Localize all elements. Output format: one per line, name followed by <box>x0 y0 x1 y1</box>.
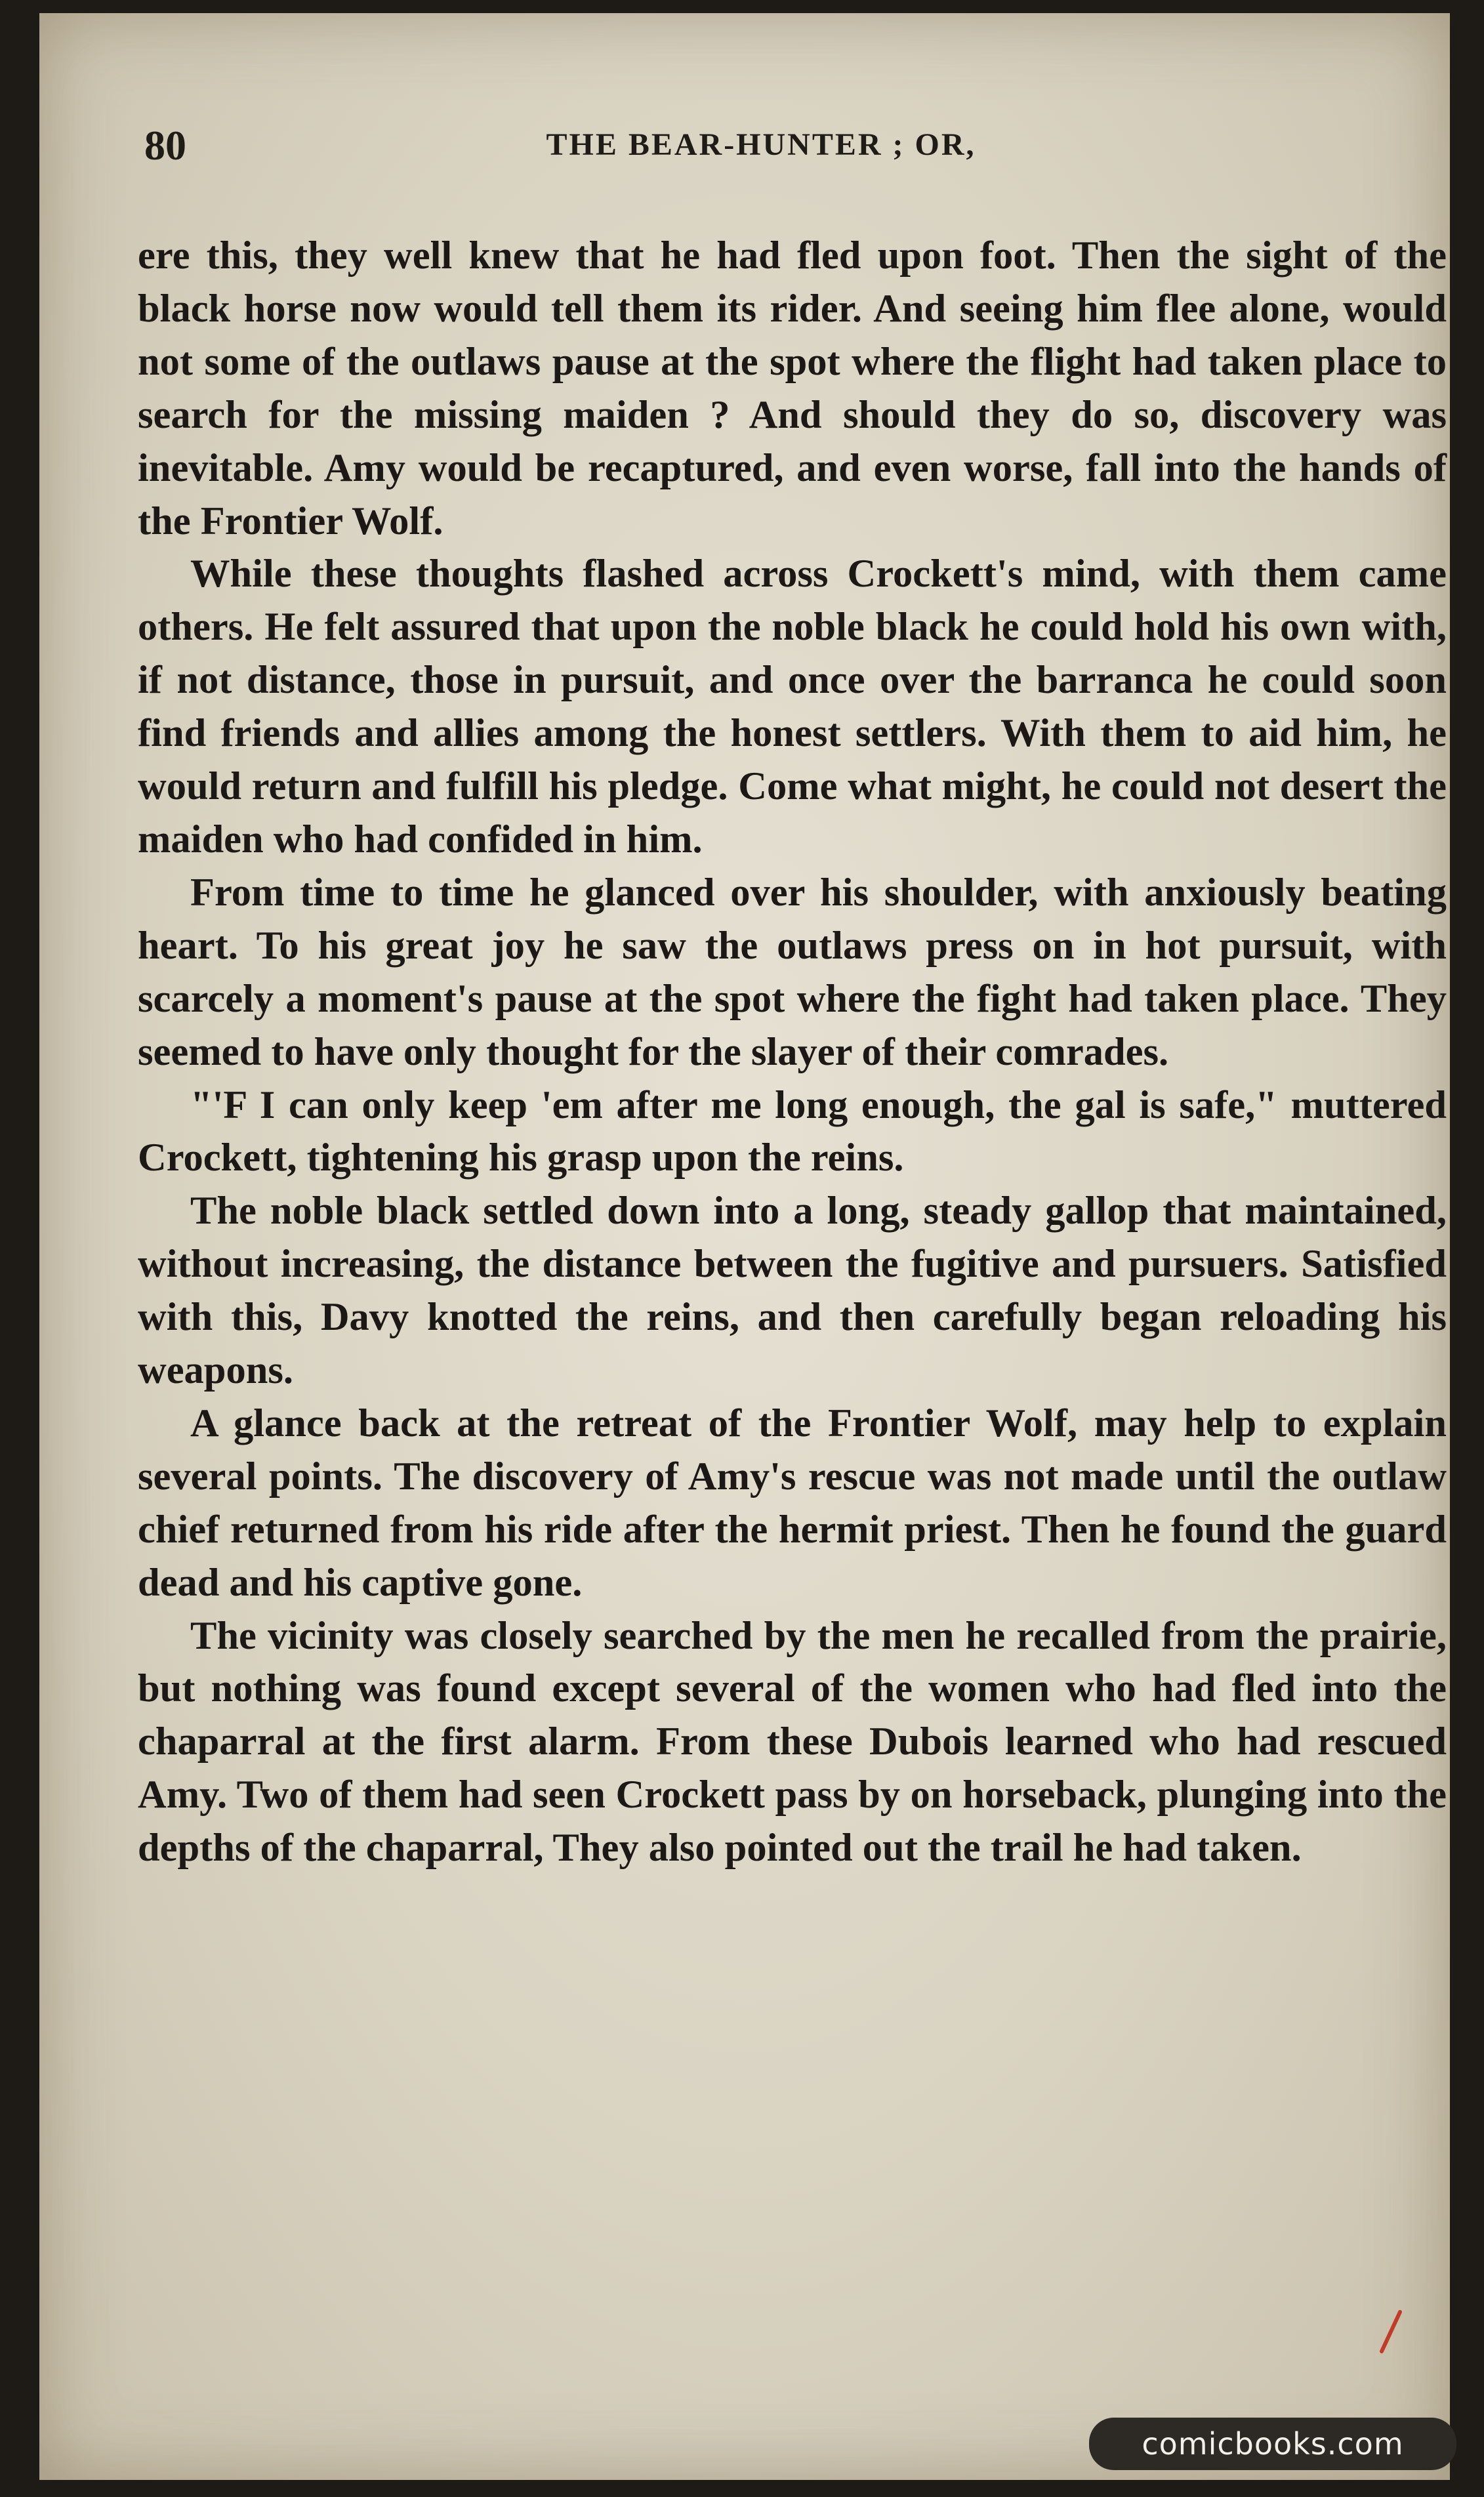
book-page <box>39 13 1450 2480</box>
body-text <box>138 230 1447 1875</box>
paragraph: A glance back at the retreat of the Frontier Wolf, may help to explain several points. The discovery of Amy's rescue was not made until the outlaw chief returned from his ride after the hermit priest. Then he found the guard dead and his captive gone. <box>138 1401 1447 1605</box>
watermark: comicbooks.com <box>1089 2418 1456 2470</box>
paragraph: The vicinity was closely searched by the men he recalled from the prairie, but nothing was found except several of the women who had fled into the chaparral at the first alarm. From these Dubois learned who had rescued Amy. Two of them had seen Crockett pass by on horseback, plunging into the depths of the chaparral, They also pointed out the trail he had taken. <box>138 1613 1447 1870</box>
paragraph: While these thoughts flashed across Crockett's mind, with them came others. He felt assured that upon the noble black he could hold his own with, if not distance, those in pursuit, and once over the barranca he could soon find friends and allies among the honest settlers. With them to aid him, he would return and fulfill his pledge. Come what might, he could not desert the maiden who had confided in him. <box>138 552 1447 861</box>
paragraph: From time to time he glanced over his shoulder, with anxiously beating heart. To his great joy he saw the outlaws press on in hot pursuit, with scarcely a moment's pause at the spot where the fight had taken place. They seemed to have only thought for the slayer of their comrades. <box>138 870 1447 1074</box>
paragraph: "'F I can only keep 'em after me long enough, the gal is safe," muttered Crockett, tightening his grasp upon the reins. <box>138 1083 1447 1180</box>
paragraph: ere this, they well knew that he had fled upon foot. Then the sight of the black horse now would tell them its rider. And seeing him flee alone, would not some of the outlaws pause at the spot where the flight had taken place to search for the missing maiden ? And should they do so, discovery was inevitable. Amy would be recaptured, and even worse, fall into the hands of the Frontier Wolf. <box>138 234 1447 543</box>
pencil-mark <box>1378 2309 1404 2355</box>
page-number: 80 <box>144 122 186 169</box>
running-head: THE BEAR-HUNTER ; OR, <box>546 127 976 162</box>
paragraph: The noble black settled down into a long, steady gallop that maintained, without increasing, the distance between the fugitive and pursuers. Satisfied with this, Davy knotted the reins, and then carefully began reloading his weapons. <box>138 1189 1447 1393</box>
page-header <box>144 121 1378 180</box>
